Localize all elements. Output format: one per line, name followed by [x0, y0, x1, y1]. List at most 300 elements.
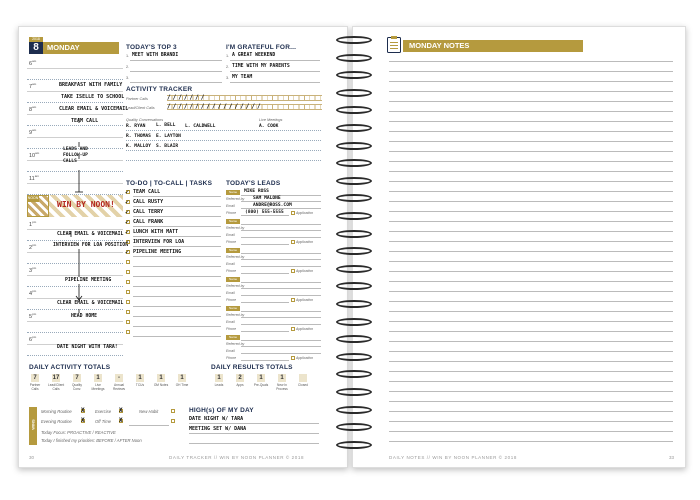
activity-total-label: Partner Calls [29, 383, 41, 391]
todo-line [133, 256, 221, 257]
note-line [389, 211, 673, 212]
hour-number: 3 [29, 267, 33, 274]
hour-suffix: am [32, 105, 37, 109]
todo-checkbox[interactable] [126, 280, 130, 284]
hour-line [27, 68, 123, 69]
binding-ring [336, 441, 372, 449]
lead-field-label: Referred by [226, 313, 245, 317]
high-item: DATE NIGHT W/ TARA [189, 416, 244, 422]
lead-line [241, 201, 321, 202]
focus-line: Today Focus: PROACTIVE / REACTIVE [41, 430, 116, 435]
note-line [389, 251, 673, 252]
todo-line [133, 216, 221, 217]
lead-line [241, 282, 321, 283]
note-line [389, 441, 673, 442]
hour-suffix: am [32, 128, 37, 132]
check-mark: ✓ [125, 218, 130, 226]
note-line [389, 361, 673, 362]
activity-title: ACTIVITY TRACKER [126, 86, 193, 93]
left-footer: DAILY TRACKER // WIN BY NOON PLANNER © 2018 [169, 455, 305, 460]
note-line [389, 231, 673, 232]
lead-line [241, 244, 289, 245]
note-line [389, 311, 673, 312]
top3-num: 1. [126, 54, 130, 58]
result-total-value: 1 [278, 374, 286, 382]
schedule-entry: TAKE ISELLE TO SCHOOL [61, 94, 125, 100]
notes-icon [387, 37, 401, 53]
daily-notes-page [352, 26, 686, 468]
lead-field-label: Phone [226, 211, 237, 215]
lead-field-label: Phone [226, 240, 237, 244]
partner-call-tally: / / / / / / / [167, 94, 204, 101]
todo-line [133, 286, 221, 287]
lead-line [241, 230, 321, 231]
hour-number: 6 [29, 336, 33, 343]
check-x: X [81, 417, 85, 424]
schedule-entry: TEAM CALL [71, 118, 99, 124]
hour-number: 2 [29, 244, 33, 251]
binding-ring [336, 54, 372, 62]
check-mark: ✓ [125, 208, 130, 216]
hour-label [29, 105, 36, 113]
todo-item: CALL RUSTY [133, 199, 164, 205]
top3-title: TODAY'S TOP 3 [126, 44, 177, 51]
note-line [389, 401, 673, 402]
lead-field-label: Referred by [226, 284, 245, 288]
activity-total-label: OM Notes [153, 383, 169, 387]
top3-item: MEET WITH BRANDI [132, 53, 179, 58]
result-total-value [299, 374, 307, 382]
application-checkbox[interactable] [291, 298, 295, 302]
right-footer: DAILY NOTES // WIN BY NOON PLANNER © 2018 [389, 455, 517, 460]
wins-side-text: WINS [30, 419, 36, 430]
todo-line [133, 196, 221, 197]
hour-label [29, 266, 36, 274]
lead-call-tally: / / / / / / / / / / / / / / / / / [167, 103, 260, 110]
win-by-noon-text: WIN BY NOON! [57, 200, 115, 209]
note-line [389, 111, 673, 112]
application-label: Application [296, 356, 314, 360]
hour-label [29, 59, 36, 67]
todo-checkbox[interactable] [126, 310, 130, 314]
half-hour-line [27, 79, 123, 80]
note-line [389, 271, 673, 272]
todo-title: TO-DO | TO-CALL | TASKS [126, 180, 213, 187]
todo-item: CALL FRANK [133, 219, 164, 225]
hour-number: 8 [29, 106, 33, 113]
lead-name-tab: Name [226, 219, 240, 224]
schedule-entry: DATE NIGHT WITH TARA! [57, 345, 118, 350]
exercise-label: Exercise [95, 409, 112, 414]
qc-name: E. LAYTON [156, 134, 181, 139]
high-item: MEETING SET W/ DANA [189, 426, 247, 432]
qc-name: R. RYAN [126, 124, 146, 129]
lead-field-label: Email [226, 262, 235, 266]
activity-total-value: 1 [157, 374, 165, 382]
todo-checkbox[interactable] [126, 260, 130, 264]
check-mark: ✓ [125, 238, 130, 246]
hour-label [29, 82, 36, 90]
activity-total-value: 7 [31, 374, 39, 382]
application-checkbox[interactable] [291, 356, 295, 360]
qc-name: L. BELL [156, 123, 176, 128]
lead-field-label: Referred by [226, 342, 245, 346]
todo-line [133, 236, 221, 237]
lead-field-label: Phone [226, 298, 237, 302]
lead-line [241, 208, 321, 209]
check-x: X [119, 407, 123, 414]
activity-total-value: 1 [136, 374, 144, 382]
binding-ring [336, 124, 372, 132]
lead-line [241, 331, 289, 332]
lead-line [241, 346, 321, 347]
note-line [389, 121, 673, 122]
lead-field-label: Phone [226, 269, 237, 273]
activity-total-value: 17 [52, 375, 60, 381]
hour-suffix: am [35, 151, 40, 155]
lead-referred: SAM MALONE [253, 196, 281, 201]
daily-results-title: DAILY RESULTS TOTALS [211, 364, 293, 371]
lead-line [241, 224, 321, 225]
check-mark: ✓ [125, 228, 130, 236]
note-line [389, 221, 673, 222]
lm-label: Live Meetings [259, 118, 283, 122]
result-total-label: Closed [298, 383, 308, 387]
hour-label [29, 220, 36, 228]
right-page-number: 33 [669, 455, 675, 460]
application-label: Application [296, 269, 314, 273]
binding-ring [336, 265, 372, 273]
evening-routine-label: Evening Routine [41, 419, 72, 424]
hour-suffix: pm [32, 243, 37, 247]
activity-total-value: 1 [94, 374, 102, 382]
line [129, 425, 169, 426]
daily-activity-title: DAILY ACTIVITY TOTALS [29, 364, 111, 371]
hour-label [29, 151, 39, 159]
lead-line [241, 273, 289, 274]
note-line [389, 301, 673, 302]
lead-email: ANDRE@ROSS.COM [253, 203, 292, 208]
binding-ring [336, 406, 372, 414]
application-label: Application [296, 327, 314, 331]
grateful-item: A GREAT WEEKEND [232, 53, 276, 58]
note-line [389, 331, 673, 332]
schedule-entry: LEADS AND FOLLOW-UP CALLS [63, 147, 88, 164]
activity-total-value: - [115, 374, 123, 382]
hour-label [29, 312, 36, 320]
lead-line [241, 259, 321, 260]
hour-label [29, 174, 39, 182]
note-line [389, 81, 673, 82]
lead-line [241, 288, 321, 289]
note-line [389, 101, 673, 102]
todo-item: CALL TERRY [133, 209, 164, 215]
line [189, 433, 319, 434]
application-label: Application [296, 298, 314, 302]
qc-name: R. THOMAS [126, 134, 151, 139]
result-total-label: New In Process [276, 383, 288, 391]
hour-suffix: am [34, 174, 39, 178]
todo-checkbox[interactable] [126, 270, 130, 274]
binding-ring [336, 230, 372, 238]
activity-total-value: 1 [178, 374, 186, 382]
top3-num: 3. [126, 76, 130, 80]
hour-label [29, 243, 36, 251]
hour-suffix: am [32, 59, 37, 63]
schedule-entry: BREAKFAST WITH FAMILY [59, 82, 123, 88]
note-line [389, 161, 673, 162]
binding-ring [336, 89, 372, 97]
todo-item: TEAM CALL [133, 189, 161, 195]
note-line [389, 171, 673, 172]
lead-line [241, 311, 321, 312]
todo-checkbox[interactable] [126, 290, 130, 294]
qc-name: S. BLAIR [156, 144, 179, 149]
hour-label [29, 128, 36, 136]
grateful-item: TIME WITH MY PARENTS [232, 64, 290, 69]
finished-line: Today I finished my priorities: BEFORE / AFTER Noon [41, 438, 142, 443]
month-tab: 2018 [29, 37, 43, 42]
arrow-connectors [59, 112, 99, 382]
hour-number: 11 [29, 175, 35, 182]
lead-field-label: Email [226, 233, 235, 237]
lead-field-label: Email [226, 204, 235, 208]
note-line [389, 181, 673, 182]
note-line [389, 91, 673, 92]
lead-phone: (800) 555-5555 [245, 210, 284, 215]
todo-checkbox[interactable] [126, 320, 130, 324]
lead-field-label: Phone [226, 356, 237, 360]
activity-total-label: Quality Conv. [72, 383, 82, 391]
line [230, 71, 320, 72]
check-x: X [81, 407, 85, 414]
note-line [389, 61, 673, 62]
lead-field-label: Referred by [226, 226, 245, 230]
new-habit-label: New Habit [139, 409, 159, 414]
binding-ring [336, 177, 372, 185]
lead-name-tab: Name [226, 190, 240, 195]
note-line [389, 411, 673, 412]
line [230, 60, 320, 61]
note-line [389, 341, 673, 342]
dotted-line [126, 130, 321, 131]
lead-name-tab: Name [226, 335, 240, 340]
todo-line [133, 206, 221, 207]
note-line [389, 431, 673, 432]
activity-row-label: Partner Calls [126, 97, 148, 101]
todo-line [133, 246, 221, 247]
activity-total-label: Lead/Client Calls [48, 383, 65, 391]
todo-line [133, 326, 221, 327]
lead-name-tab: Name [226, 277, 240, 282]
hour-number: 5 [29, 313, 33, 320]
lead-field-label: Phone [226, 327, 237, 331]
note-line [389, 391, 673, 392]
offtime-label: Off Time [95, 419, 112, 424]
application-label: Application [296, 211, 314, 215]
line [189, 423, 319, 424]
lead-field-label: Referred by [226, 255, 245, 259]
daily-tracker-page [18, 26, 348, 468]
dotted-line [126, 160, 321, 161]
hour-number: 1 [29, 221, 33, 228]
high-title: HIGH(s) OF MY DAY [189, 407, 254, 414]
todo-line [133, 276, 221, 277]
activity-total-value: 7 [73, 374, 81, 382]
line [130, 71, 222, 72]
binding-ring [336, 142, 372, 150]
new-habit-checkbox[interactable] [171, 409, 175, 413]
noon-label: NOON [27, 196, 39, 200]
todo-item: PIPELINE MEETING [133, 249, 182, 255]
check-x: X [119, 417, 123, 424]
note-line [389, 421, 673, 422]
note-line [389, 381, 673, 382]
todo-line [133, 336, 221, 337]
binding-ring [336, 36, 372, 44]
hour-suffix: pm [32, 220, 37, 224]
activity-total-label: Live Meetings [91, 383, 105, 391]
check-mark: ✓ [125, 188, 130, 196]
application-checkbox[interactable] [291, 327, 295, 331]
schedule-entry: CLEAR EMAIL & VOICEMAIL [59, 106, 129, 112]
note-line [389, 151, 673, 152]
lead-line [241, 317, 321, 318]
note-line [389, 281, 673, 282]
todo-item: LUNCH WITH MATT [133, 229, 179, 235]
todo-line [133, 316, 221, 317]
lead-line [241, 215, 289, 216]
lead-name-tab: Name [226, 248, 240, 253]
check-mark: ✓ [125, 248, 130, 256]
top3-num: 2. [126, 65, 130, 69]
schedule-entry: PIPELINE MEETING [65, 278, 112, 283]
hour-suffix: pm [32, 312, 37, 316]
left-page-number: 30 [29, 455, 35, 460]
hour-label [29, 335, 36, 343]
day-name-bar: MONDAY [43, 42, 119, 54]
note-line [389, 371, 673, 372]
todo-checkbox[interactable] [126, 300, 130, 304]
hour-number: 7 [29, 83, 33, 90]
qc-name: K. MALLOY [126, 144, 151, 149]
binding-ring [336, 300, 372, 308]
grateful-item: MY TEAM [232, 75, 253, 80]
lead-field-label: Referred by [226, 197, 245, 201]
line [130, 60, 222, 61]
qc-name: L. CALDWELL [185, 124, 216, 129]
check-mark: ✓ [125, 198, 130, 206]
result-total-value: 1 [215, 374, 223, 382]
lead-line [241, 302, 289, 303]
hour-number: 4 [29, 290, 33, 297]
hour-suffix: pm [32, 335, 37, 339]
todo-line [133, 306, 221, 307]
half-hour-line [27, 102, 123, 103]
lead-name-tab: Name [226, 306, 240, 311]
line [130, 82, 222, 83]
note-line [389, 261, 673, 262]
schedule-entry: HEAD HOME [71, 314, 97, 319]
result-total-label: Pre-Quals [253, 383, 269, 387]
activity-total-label: Annual Reviews [112, 383, 126, 391]
qc-label: Quality Conversations [126, 118, 164, 122]
schedule-entry: CLEAR EMAIL & VOICEMAIL [57, 301, 124, 306]
line [230, 82, 320, 83]
dotted-line [126, 140, 321, 141]
day-number: 8 [29, 42, 43, 54]
binding-ring [336, 353, 372, 361]
note-line [389, 131, 673, 132]
lead-field-label: Email [226, 349, 235, 353]
hour-number: 6 [29, 60, 33, 67]
note-line [389, 201, 673, 202]
grateful-num: 1. [226, 54, 230, 58]
morning-routine-label: Morning Routine [41, 409, 72, 414]
note-line [389, 291, 673, 292]
lead-line [241, 266, 321, 267]
grateful-num: 2. [226, 65, 230, 69]
lead-line [241, 360, 289, 361]
hour-label [29, 289, 36, 297]
todo-checkbox[interactable] [126, 330, 130, 334]
binding-ring [336, 388, 372, 396]
lead-line [241, 324, 321, 325]
lead-field-label: Email [226, 291, 235, 295]
lead-line [241, 237, 321, 238]
schedule-entry: CLEAR EMAIL & VOICEMAIL [57, 232, 124, 237]
note-line [389, 141, 673, 142]
result-total-label: Apps [236, 383, 244, 387]
lead-line [241, 253, 321, 254]
schedule-entry: INTERVIEW FOR LOA POSITION [53, 243, 129, 248]
lead-field-label: Email [226, 320, 235, 324]
result-total-label: Leads [214, 383, 224, 387]
application-checkbox[interactable] [291, 211, 295, 215]
activity-total-label: OH Time [175, 383, 189, 387]
binding-ring [336, 318, 372, 326]
lead-line [241, 340, 321, 341]
application-checkbox[interactable] [291, 269, 295, 273]
leads-title: TODAY'S LEADS [226, 180, 281, 187]
hour-suffix: pm [32, 289, 37, 293]
note-line [389, 321, 673, 322]
line [189, 443, 319, 444]
new-habit-checkbox-2[interactable] [171, 419, 175, 423]
grateful-num: 3. [226, 76, 230, 80]
hour-number: 10 [29, 152, 36, 159]
activity-total-label: TCUs [135, 383, 145, 387]
hour-number: 9 [29, 129, 33, 136]
notes-title-bar: MONDAY NOTES [403, 40, 583, 52]
note-line [389, 71, 673, 72]
activity-row-label: Lead/Client Calls [126, 106, 155, 110]
todo-item: INTERVIEW FOR LOA [133, 239, 185, 245]
lead-name: MIKE ROSS [244, 189, 269, 194]
note-line [389, 241, 673, 242]
note-line [389, 351, 673, 352]
hour-suffix: pm [32, 266, 37, 270]
note-line [389, 191, 673, 192]
lead-line [241, 353, 321, 354]
grateful-title: I'M GRATEFUL FOR... [226, 44, 297, 51]
binding-ring [336, 212, 372, 220]
application-checkbox[interactable] [291, 240, 295, 244]
todo-line [133, 226, 221, 227]
todo-line [133, 266, 221, 267]
dotted-line [126, 150, 321, 151]
hour-line [27, 91, 123, 92]
